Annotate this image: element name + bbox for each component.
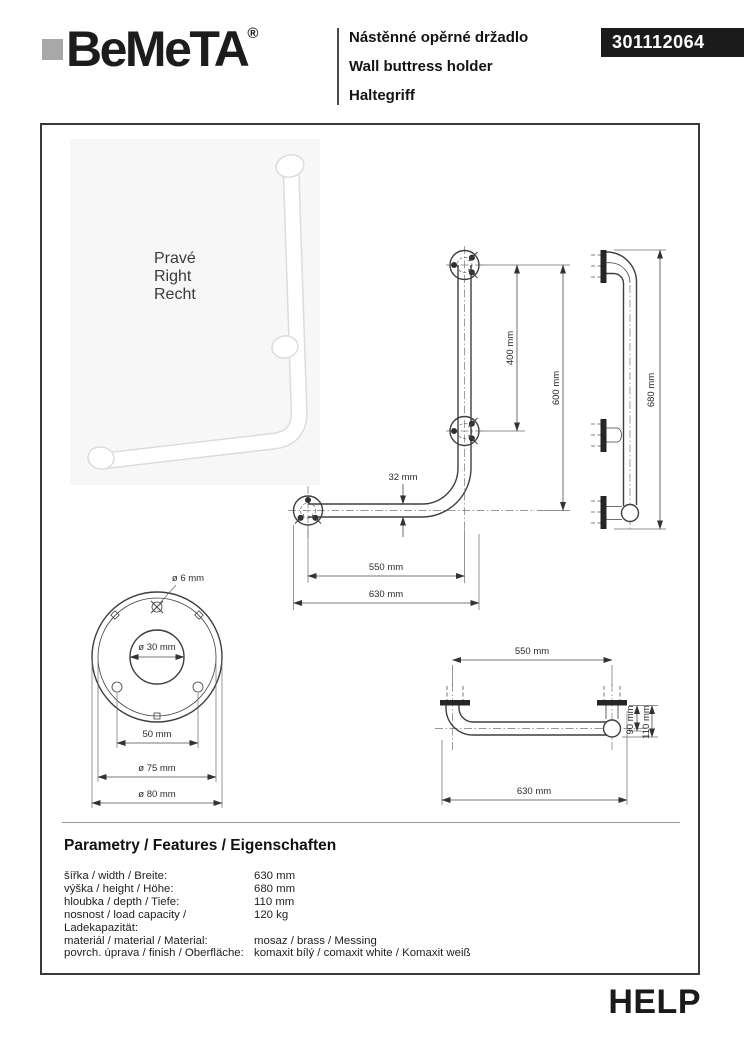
parameter-value: 630 mm <box>254 870 296 882</box>
section-divider <box>62 822 680 823</box>
parameter-row <box>64 935 470 948</box>
logo-mark <box>42 39 63 60</box>
dim-6mm-label: ø 6 mm <box>171 573 205 584</box>
parameter-value: 120 kg <box>254 908 289 921</box>
help-brand: HELP <box>608 983 701 1021</box>
flange-detail-drawing <box>80 560 235 812</box>
dim-32mm-label: 32 mm <box>388 472 418 483</box>
orientation-label-cs: Pravé <box>154 250 196 267</box>
parameter-label: nosnost / load capacity / Ladekapazität: <box>64 908 187 934</box>
parameter-row <box>64 947 470 960</box>
parameter-value: 110 mm <box>254 895 295 908</box>
product-title-de: Haltegriff <box>349 87 415 104</box>
parameter-value: mosaz / brass / Messing <box>254 934 377 947</box>
dim-90mm-label: 90 mm <box>625 705 636 735</box>
parameter-row <box>64 870 470 883</box>
dim-75mm-label: ø 75 mm <box>138 763 176 774</box>
brand-text: BeMeTA <box>66 21 248 77</box>
parameter-label: materiál / material / Material: <box>64 934 208 947</box>
dim-400mm-label: 400 mm <box>505 330 516 366</box>
parameter-value: 680 mm <box>254 882 296 895</box>
dim-30mm-label: ø 30 mm <box>138 642 176 653</box>
spec-sheet-panel <box>40 123 700 975</box>
dim-550mm-top-label: 550 mm <box>514 646 550 657</box>
header-divider <box>337 28 339 105</box>
product-title-cs: Nástěnné opěrné držadlo <box>349 29 529 46</box>
orientation-label-en: Right <box>154 268 192 285</box>
dim-50mm-label: 50 mm <box>142 729 172 740</box>
parameters-heading: Parametry / Features / Eigenschaften <box>64 837 337 854</box>
side-view-drawing <box>590 240 680 542</box>
wall-anchor-lines <box>591 255 601 523</box>
parameter-label: výška / height / Höhe: <box>64 882 174 895</box>
wall-flanges <box>87 152 307 471</box>
top-view-drawing <box>430 640 680 812</box>
dim-110mm-label: 110 mm <box>641 705 652 739</box>
product-code-badge: 301112064 <box>601 28 744 57</box>
product-photo-image <box>70 139 320 485</box>
dim-80mm-label: ø 80 mm <box>138 789 176 800</box>
dim-600mm-label: 600 mm <box>551 370 562 406</box>
product-photo <box>70 139 320 485</box>
parameter-label: šířka / width / Breite: <box>64 870 168 882</box>
parameters-table <box>64 870 470 960</box>
orientation-label-de: Recht <box>154 286 196 303</box>
product-titles <box>349 23 528 110</box>
parameter-label: povrch. úprava / finish / Oberfläche: <box>64 947 244 960</box>
dim-630mm-label: 630 mm <box>368 589 404 600</box>
parameter-label: hloubka / depth / Tiefe: <box>64 895 180 908</box>
front-view-drawing <box>285 238 585 618</box>
dim-680mm-label: 680 mm <box>646 372 657 408</box>
parameter-row <box>64 896 470 909</box>
parameter-row <box>64 883 470 896</box>
brand-logo <box>66 21 259 77</box>
registered-mark: ® <box>247 25 259 42</box>
product-title-en: Wall buttress holder <box>349 58 493 75</box>
parameter-row <box>64 909 470 935</box>
dim-550mm-label: 550 mm <box>368 562 404 573</box>
dim-630mm-top-label: 630 mm <box>516 786 552 797</box>
parameter-value: komaxit bílý / comaxit white / Komaxit weiß <box>254 947 471 960</box>
